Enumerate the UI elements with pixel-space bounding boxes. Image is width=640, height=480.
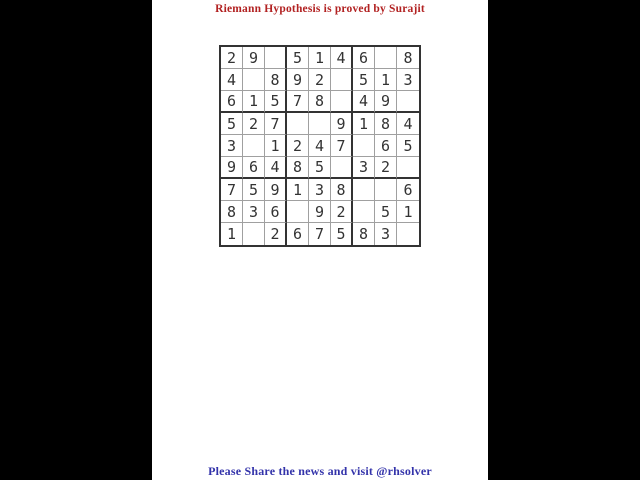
sudoku-cell-r4c5 — [309, 113, 331, 135]
sudoku-cell-r4c4 — [287, 113, 309, 135]
content-panel — [152, 0, 488, 480]
sudoku-cell-r7c7 — [353, 179, 375, 201]
sudoku-cell-r1c8 — [375, 47, 397, 69]
sudoku-cell-r2c1: 4 — [221, 69, 243, 91]
sudoku-cell-r2c9: 3 — [397, 69, 419, 91]
sudoku-cell-r1c4: 5 — [287, 47, 309, 69]
sudoku-cell-r8c1: 8 — [221, 201, 243, 223]
footer-text: Please Share the news and visit @rhsolver — [208, 464, 432, 478]
sudoku-cell-r6c4: 8 — [287, 157, 309, 179]
sudoku-cell-r4c8: 8 — [375, 113, 397, 135]
sudoku-cell-r6c9 — [397, 157, 419, 179]
sudoku-cell-r1c9: 8 — [397, 47, 419, 69]
sudoku-cell-r5c5: 4 — [309, 135, 331, 157]
sudoku-cell-r5c1: 3 — [221, 135, 243, 157]
sudoku-cell-r4c2: 2 — [243, 113, 265, 135]
sudoku-cell-r2c7: 5 — [353, 69, 375, 91]
letterbox-right — [488, 0, 640, 480]
sudoku-cell-r9c5: 7 — [309, 223, 331, 245]
sudoku-cell-r5c4: 2 — [287, 135, 309, 157]
sudoku-cell-r8c6: 2 — [331, 201, 353, 223]
sudoku-cell-r4c3: 7 — [265, 113, 287, 135]
sudoku-cell-r9c8: 3 — [375, 223, 397, 245]
sudoku-cell-r1c5: 1 — [309, 47, 331, 69]
sudoku-cell-r4c9: 4 — [397, 113, 419, 135]
sudoku-cell-r9c2 — [243, 223, 265, 245]
sudoku-cell-r2c2 — [243, 69, 265, 91]
sudoku-cell-r3c1: 6 — [221, 91, 243, 113]
sudoku-cell-r1c7: 6 — [353, 47, 375, 69]
sudoku-cell-r6c7: 3 — [353, 157, 375, 179]
sudoku-cell-r3c6 — [331, 91, 353, 113]
sudoku-cell-r7c6: 8 — [331, 179, 353, 201]
sudoku-cell-r8c4 — [287, 201, 309, 223]
sudoku-cell-r6c5: 5 — [309, 157, 331, 179]
sudoku-cell-r9c3: 2 — [265, 223, 287, 245]
sudoku-cell-r8c9: 1 — [397, 201, 419, 223]
sudoku-cell-r2c8: 1 — [375, 69, 397, 91]
sudoku-cell-r7c3: 9 — [265, 179, 287, 201]
sudoku-cell-r8c5: 9 — [309, 201, 331, 223]
page-title: Riemann Hypothesis is proved by Surajit — [215, 3, 425, 15]
sudoku-cell-r5c2 — [243, 135, 265, 157]
sudoku-cell-r9c9 — [397, 223, 419, 245]
sudoku-cell-r9c1: 1 — [221, 223, 243, 245]
sudoku-cell-r4c1: 5 — [221, 113, 243, 135]
sudoku-cell-r9c7: 8 — [353, 223, 375, 245]
sudoku-cell-r1c1: 2 — [221, 47, 243, 69]
sudoku-cell-r3c5: 8 — [309, 91, 331, 113]
sudoku-cell-r5c6: 7 — [331, 135, 353, 157]
sudoku-cell-r3c9 — [397, 91, 419, 113]
sudoku-cell-r4c7: 1 — [353, 113, 375, 135]
sudoku-cell-r7c9: 6 — [397, 179, 419, 201]
sudoku-cell-r7c8 — [375, 179, 397, 201]
sudoku-cell-r9c4: 6 — [287, 223, 309, 245]
sudoku-cell-r5c3: 1 — [265, 135, 287, 157]
sudoku-cell-r8c2: 3 — [243, 201, 265, 223]
sudoku-cell-r7c5: 3 — [309, 179, 331, 201]
sudoku-cell-r2c5: 2 — [309, 69, 331, 91]
letterbox-left — [0, 0, 152, 480]
sudoku-cell-r2c3: 8 — [265, 69, 287, 91]
sudoku-cell-r7c2: 5 — [243, 179, 265, 201]
sudoku-cell-r3c3: 5 — [265, 91, 287, 113]
sudoku-grid — [219, 45, 421, 247]
sudoku-cell-r3c8: 9 — [375, 91, 397, 113]
sudoku-cell-r8c3: 6 — [265, 201, 287, 223]
sudoku-cell-r1c2: 9 — [243, 47, 265, 69]
sudoku-cell-r6c3: 4 — [265, 157, 287, 179]
sudoku-cell-r7c1: 7 — [221, 179, 243, 201]
sudoku-cell-r1c3 — [265, 47, 287, 69]
sudoku-cell-r5c8: 6 — [375, 135, 397, 157]
sudoku-cell-r6c2: 6 — [243, 157, 265, 179]
sudoku-cell-r2c4: 9 — [287, 69, 309, 91]
sudoku-cell-r5c9: 5 — [397, 135, 419, 157]
sudoku-cell-r8c8: 5 — [375, 201, 397, 223]
sudoku-cell-r9c6: 5 — [331, 223, 353, 245]
sudoku-cell-r8c7 — [353, 201, 375, 223]
sudoku-cell-r3c7: 4 — [353, 91, 375, 113]
sudoku-cell-r6c6 — [331, 157, 353, 179]
sudoku-cell-r7c4: 1 — [287, 179, 309, 201]
sudoku-cell-r5c7 — [353, 135, 375, 157]
sudoku-cell-r2c6 — [331, 69, 353, 91]
sudoku-cell-r1c6: 4 — [331, 47, 353, 69]
sudoku-cell-r6c8: 2 — [375, 157, 397, 179]
sudoku-cell-r6c1: 9 — [221, 157, 243, 179]
sudoku-cell-r3c4: 7 — [287, 91, 309, 113]
sudoku-cell-r4c6: 9 — [331, 113, 353, 135]
sudoku-cell-r3c2: 1 — [243, 91, 265, 113]
